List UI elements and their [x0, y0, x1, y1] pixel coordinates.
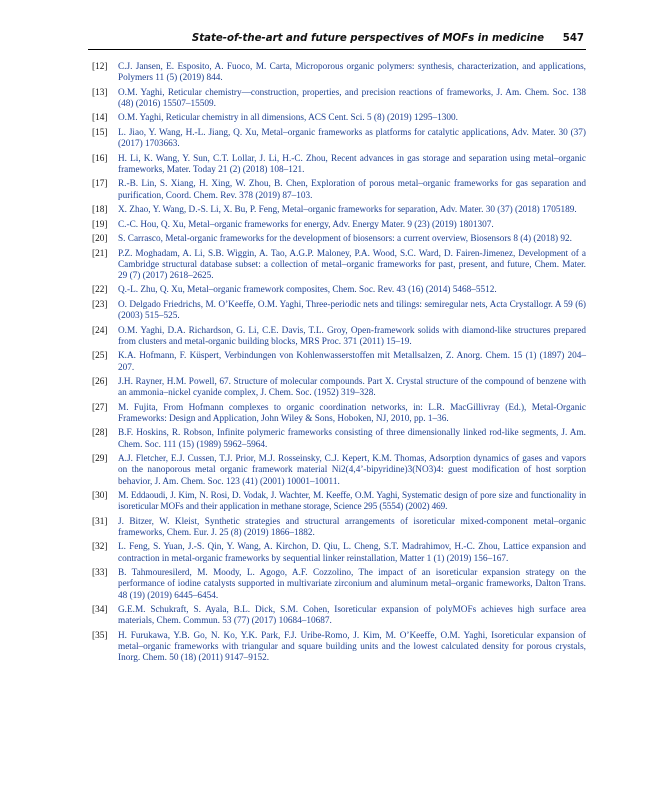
- reference-link[interactable]: R.-B. Lin, S. Xiang, H. Xing, W. Zhou, B. Chen, Exploration of porous metal–organic frameworks for gas separation and purification, Coord. Chem. Rev. 378 (2019) 87–103.: [118, 179, 586, 201]
- reference-number: [34]: [92, 605, 108, 616]
- reference-item: [88, 113, 586, 124]
- reference-item: [88, 605, 586, 627]
- reference-number: [29]: [92, 454, 108, 465]
- reference-item: [88, 517, 586, 539]
- reference-link[interactable]: C.J. Jansen, E. Esposito, A. Fuoco, M. Carta, Microporous organic polymers: synthesis, characterization, and applications, Polymers 11 (5) (2019) 844.: [118, 62, 586, 84]
- reference-number: [26]: [92, 377, 108, 388]
- reference-link[interactable]: S. Carrasco, Metal-organic frameworks for the development of biosensors: a current overview, Biosensors 8 (4) (2018) 92.: [118, 234, 572, 245]
- reference-item: [88, 326, 586, 348]
- reference-item: [88, 491, 586, 513]
- reference-number: [12]: [92, 62, 108, 72]
- reference-number: [30]: [92, 491, 108, 502]
- reference-item: [88, 351, 586, 373]
- reference-number: [18]: [92, 205, 108, 216]
- reference-item: [88, 179, 586, 201]
- reference-item: [88, 428, 586, 450]
- reference-number: [20]: [92, 234, 108, 245]
- reference-number: [13]: [92, 87, 108, 98]
- reference-link[interactable]: L. Feng, S. Yuan, J.-S. Qin, Y. Wang, A. Kirchon, D. Qiu, L. Cheng, S.T. Madrahimov, H.-C. Zhou, Lattice expansion and contraction in metal-organic frameworks by sequential linker reinstallation, Matter 1 (1) (2019) 156–167.: [118, 542, 586, 564]
- reference-number: [16]: [92, 153, 108, 164]
- reference-item: [88, 542, 586, 564]
- reference-link[interactable]: J. Bitzer, W. Kleist, Synthetic strategies and structural arrangements of isoreticular mixed-component metal–organic frameworks, Chem. Eur. J. 25 (8) (2019) 1866–1882.: [118, 516, 586, 538]
- reference-number: [22]: [92, 285, 108, 296]
- reference-item: [88, 128, 586, 150]
- reference-item: [88, 62, 586, 84]
- reference-item: [88, 88, 586, 110]
- chapter-title: State-of-the-art and future perspectives of MOFs in medicine: [191, 33, 544, 44]
- reference-item: [88, 220, 586, 231]
- page-number: 547: [562, 33, 584, 44]
- reference-item: [88, 205, 586, 216]
- reference-link[interactable]: B.F. Hoskins, R. Robson, Infinite polymeric frameworks consisting of three dimensionally linked rod-like segments, J. Am. Chem. Soc. 111 (15) (1989) 5962–5964.: [118, 428, 586, 450]
- reference-item: [88, 631, 586, 665]
- reference-link[interactable]: A.J. Fletcher, E.J. Cussen, T.J. Prior, M.J. Rosseinsky, C.J. Kepert, K.M. Thomas, Adsorption dynamics of gases and vapors on the nanoporous metal organic framework material Ni2(4,4’-bipyridine)3(NO3)4: guest modification of host sorption behavior, J. Am. Chem. Soc. 123 (41) (2001) 10001–10011.: [118, 454, 586, 487]
- reference-number: [28]: [92, 428, 108, 439]
- reference-item: [88, 249, 586, 283]
- reference-number: [15]: [92, 127, 108, 138]
- reference-item: [88, 285, 586, 296]
- reference-number: [23]: [92, 299, 108, 310]
- reference-number: [31]: [92, 516, 108, 527]
- reference-link[interactable]: P.Z. Moghadam, A. Li, S.B. Wiggin, A. Tao, A.G.P. Maloney, P.A. Wood, S.C. Ward, D. Fairen-Jimenez, Development of a Cambridge structural database subset: a collection of metal–organic frameworks for past, present, and future, Chem. Mater. 29 (7) (2017) 2618–2625.: [118, 248, 586, 281]
- reference-link[interactable]: O.M. Yaghi, Reticular chemistry—construction, properties, and precision reactions of frameworks, J. Am. Chem. Soc. 138 (48) (2016) 15507–15509.: [118, 87, 586, 109]
- reference-link[interactable]: J.H. Rayner, H.M. Powell, 67. Structure of molecular compounds. Part X. Crystal structure of the compound of benzene with an ammonia–nickel cyanide complex, J. Chem. Soc. (1952) 319–328.: [118, 377, 586, 399]
- reference-link[interactable]: O.M. Yaghi, D.A. Richardson, G. Li, C.E. Davis, T.L. Groy, Open-framework solids with diamond-like structures prepared from clusters and metal-organic building blocks, MRS Proc. 371 (2011) 15–19.: [118, 325, 586, 347]
- reference-link[interactable]: M. Fujita, From Hofmann complexes to organic coordination networks, in: L.R. MacGillivray (Ed.), Metal-Organic Frameworks: Design and Application, John Wiley & Sons, Hoboken, NJ, 2010, pp. 1–36.: [118, 402, 586, 424]
- reference-item: [88, 568, 586, 602]
- reference-link[interactable]: O.M. Yaghi, Reticular chemistry in all dimensions, ACS Cent. Sci. 5 (8) (2019) 1295–1300.: [118, 113, 458, 124]
- reference-number: [24]: [92, 325, 108, 336]
- reference-number: [17]: [92, 179, 108, 190]
- reference-number: [21]: [92, 248, 108, 259]
- reference-link[interactable]: G.E.M. Schukraft, S. Ayala, B.L. Dick, S.M. Cohen, Isoreticular expansion of polyMOFs achieves high surface area materials, Chem. Commun. 53 (77) (2017) 10684–10687.: [118, 605, 586, 627]
- reference-list: [88, 62, 586, 668]
- reference-link[interactable]: H. Furukawa, Y.B. Go, N. Ko, Y.K. Park, F.J. Uribe-Romo, J. Kim, M. O’Keeffe, O.M. Yaghi, Isoreticular expansion of metal–organic frameworks with triangular and square building units and the lowest calculated density for porous crystals, Inorg. Chem. 50 (18) (2011) 9147–9152.: [118, 630, 586, 664]
- reference-item: [88, 454, 586, 488]
- reference-number: [25]: [92, 351, 108, 362]
- reference-link[interactable]: H. Li, K. Wang, Y. Sun, C.T. Lollar, J. Li, H.-C. Zhou, Recent advances in gas storage and separation using metal–organic frameworks, Mater. Today 21 (2) (2018) 108–121.: [118, 153, 586, 175]
- running-header: [88, 33, 586, 50]
- reference-number: [35]: [92, 630, 108, 641]
- reference-item: [88, 234, 586, 245]
- reference-link[interactable]: K.A. Hofmann, F. Küspert, Verbindungen von Kohlenwasserstoffen mit Metallsalzen, Z. Anorg. Chem. 15 (1) (1897) 204–207.: [118, 351, 586, 373]
- reference-link[interactable]: Q.-L. Zhu, Q. Xu, Metal–organic framework composites, Chem. Soc. Rev. 43 (16) (2014) 5468–5512.: [118, 285, 497, 296]
- reference-link[interactable]: O. Delgado Friedrichs, M. O’Keeffe, O.M. Yaghi, Three-periodic nets and tilings: semiregular nets, Acta Crystallogr. A 59 (6) (2003) 515–525.: [118, 299, 586, 322]
- reference-item: [88, 154, 586, 176]
- reference-item: [88, 377, 586, 399]
- reference-number: [14]: [92, 113, 108, 124]
- reference-number: [32]: [92, 542, 108, 553]
- reference-item: [88, 300, 586, 322]
- reference-number: [19]: [92, 219, 108, 230]
- reference-link[interactable]: X. Zhao, Y. Wang, D.-S. Li, X. Bu, P. Feng, Metal–organic frameworks for separation, Adv. Mater. 30 (37) (2018) 1705189.: [118, 205, 577, 216]
- reference-item: [88, 403, 586, 425]
- reference-link[interactable]: B. Tahmouresilerd, M. Moody, L. Agogo, A.F. Cozzolino, The impact of an isoreticular expansion strategy on the performance of iodine catalysts supported in multivariate zirconium and aluminum metal–organic frameworks, Dalton Trans. 48 (19) (2019) 6445–6454.: [118, 568, 586, 601]
- reference-link[interactable]: L. Jiao, Y. Wang, H.-L. Jiang, Q. Xu, Metal–organic frameworks as platforms for catalytic applications, Adv. Mater. 30 (37) (2017) 1703663.: [118, 127, 586, 150]
- reference-link[interactable]: M. Eddaoudi, J. Kim, N. Rosi, D. Vodak, J. Wachter, M. Keeffe, O.M. Yaghi, Systematic design of pore size and functionality in isoreticular MOFs and their application in methane storage, Science 295 (5554) (2002) 469.: [118, 491, 586, 513]
- reference-number: [33]: [92, 568, 108, 579]
- reference-link[interactable]: C.-C. Hou, Q. Xu, Metal–organic frameworks for energy, Adv. Energy Mater. 9 (23) (2019) 1801307.: [118, 219, 494, 230]
- reference-number: [27]: [92, 402, 108, 413]
